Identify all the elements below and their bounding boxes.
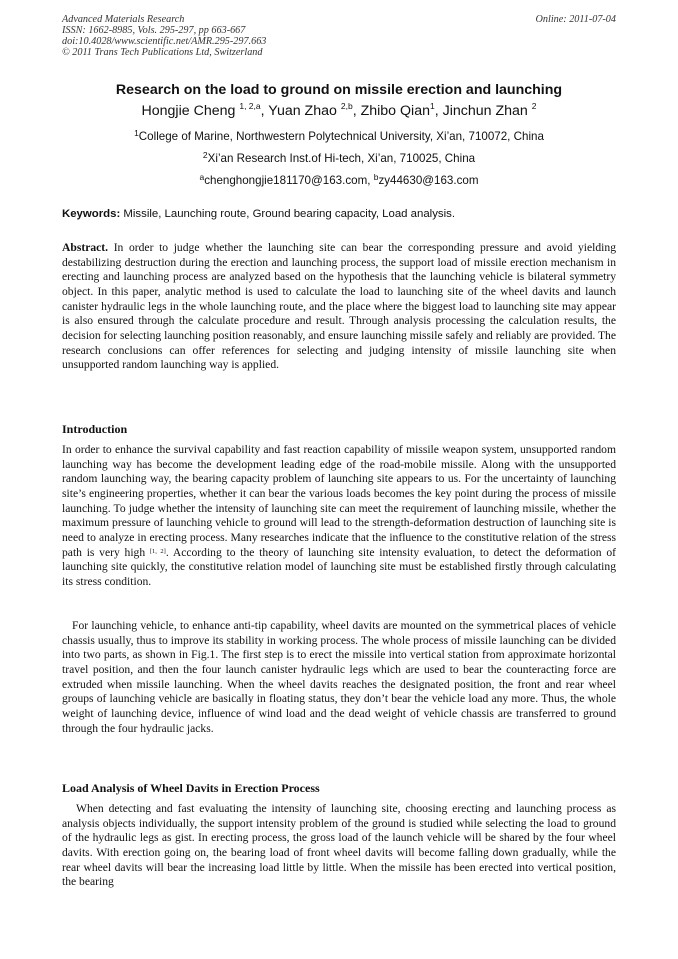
journal-name: Advanced Materials Research [62,14,185,25]
online-date: Online: 2011-07-04 [535,14,616,25]
journal-doi: doi:10.4028/www.scientific.net/AMR.295-297.663 [62,36,267,47]
affiliation-mark: 1 [134,128,139,138]
affiliation-text: College of Marine, Northwestern Polytechnical University, Xi’an, 710072, China [138,130,544,143]
intro-text-b: . According to the theory of launching site intensity evaluation, to detect the deformation of launching site quickly, the constitutive relation model of launching site must be established firstly through calculating its stress condition. [62,545,617,588]
abstract-paragraph [62,241,616,373]
intro-heading: Introduction [62,422,128,436]
citation-ref: [1, 2] [149,547,166,555]
journal-copyright: © 2011 Trans Tech Publications Ltd, Switzerland [62,47,263,58]
author-name: Yuan Zhao [268,103,337,119]
intro-text-a: In order to enhance the survival capability and fast reaction capability of missile weapon system, unsupported random launching way has become the development leading edge of the road-mobile missile. Along with the unsupported random launching way, the bearing capacity problem of launching site appears to us. For the uncertainty of launching site’s engineering properties, whether it can bear the various loads becomes the key point during the process of missile launching. To judge whether the intensity of launching site can meet the requirement of launching missile, whether the maximum pressure of launching vehicle to ground will lead to the strength-deformation destruction of launching site is need to analyze in erecting process. Many researches indicate that the influence to the constitutive relation of the stress path is very high [62,443,616,559]
abstract-text: In order to judge whether the launching site can bear the corresponding pressure and avoid yielding destabilizing destruction during the erection and launching process, the support load of missile erection mechanism in erecting and launching process are analyzed based on the hypothesis that the launching vehicle is bilateral symmetry object. In this paper, analytic method is used to calculate the load to launching site of the wheel davits and launch canister hydraulic legs in the whole launching route, and the place where the biggest load to launching site may appear is also ensured through the calculate procedure and result. Through analysis processing the calculation results, the decision for selecting launching position reasonably, and ensure launching missile safely and reliably are provided. The research conclusions can offer references for selecting and judging intensity of missile launching site when unsupported random launching way is applied. [62,241,616,372]
email-a: chenghongjie181170@163.com, [204,174,371,187]
author-affiliation-mark: 1, 2,a [239,101,261,111]
author-affiliation-mark: 1 [429,101,435,111]
email-mark-b: b [373,172,379,182]
author-affiliation-mark: 2 [531,101,537,111]
journal-header [62,14,616,58]
affiliation-mark: 2 [202,150,208,160]
affiliation-1 [30,130,648,143]
section2-paragraph-1: When detecting and fast evaluating the intensity of launching site, choosing erecting and launching process as analysis objects individually, the support intensity problem of the ground is studied while selecting the load to ground of the hydraulic legs as gist. In erecting process, the gross load of the launch vehicle will be shared by the four wheel davits. With erection going on, the bearing load of front wheel davits will become falling down gradually, while the rear wheel davits will bear the increasing load little by little. When the missile has been erected into vertical position, the bearing [62,802,616,889]
author-list: Hongjie Cheng $^{1, 2,a}$, Yuan Zhao $^{2,b}$, Zhibo Qian$^1$, Jinchun Zhan $^2$ [141,101,537,119]
author-affiliation-mark: 2,b [340,101,353,111]
email-mark-a: a [199,172,205,182]
intro-paragraph-2: For launching vehicle, to enhance anti-tip capability, wheel davits are mounted on the symmetrical places of vehicle chassis usually, thus to improve its stability in working process. The whole process of missile launching can be divided into two parts, as shown in Fig.1. The first step is to erect the missile into vertical station from approximate horizontal travel position, and then the four launch canister hydraulic legs which are used to bear the counteracting force are extruded when missile launching. When the wheel davits reaches the designated position, the front and rear wheel groups of launching vehicle are basically in floating status, they don’t bear the vehicle load any more. Thus, the whole weight of launching device, influence of wind load and the dead weight of vehicle chassis are transferred to ground through the four hydraulic jacks. [62,619,616,735]
keywords-label: Keywords: [62,208,121,220]
author-name: Hongjie Cheng [141,103,236,119]
abstract-label: Abstract. [62,241,109,254]
affiliation-2 [30,152,648,165]
keywords [62,208,616,220]
affiliation-text: Xi’an Research Inst.of Hi-tech, Xi’an, 710025, China [207,152,476,165]
intro-paragraph-1 [62,443,616,590]
email-b: zy44630@163.com [378,174,479,187]
author-name: Zhibo Qian [360,103,430,119]
journal-issn: ISSN: 1662-8985, Vols. 295-297, pp 663-667 [62,25,246,36]
author-name: Jinchun Zhan [442,103,528,119]
keywords-text: Missile, Launching route, Ground bearing capacity, Load analysis. [123,208,455,220]
paper-title: Research on the load to ground on missile erection and launching [115,82,563,98]
section2-heading: Load Analysis of Wheel Davits in Erection Process [62,781,320,795]
author-emails [30,174,648,187]
